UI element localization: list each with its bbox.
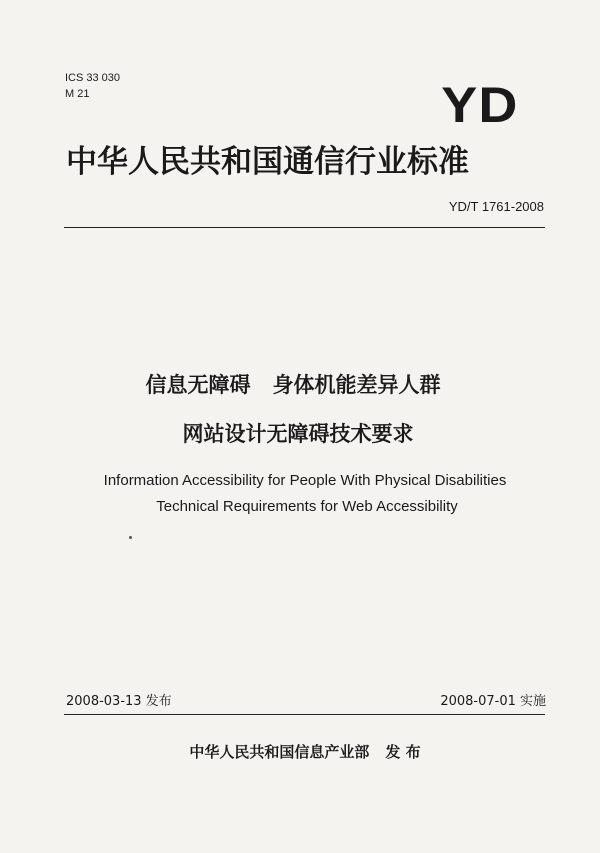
chinese-title-line-2: 网站设计无障碍技术要求 [182,422,414,446]
publisher-name: 中华人民共和国信息产业部 [189,743,370,761]
standard-number: YD/T 1761-2008 [448,199,544,214]
publish-action: 发 布 [385,743,421,761]
chinese-title-line-1: 信息无障碍 身体机能差异人群 [145,373,441,397]
implementation-date: 2008-07-01 实施 [440,694,546,709]
scan-speck [129,536,132,539]
issue-date: 2008-03-13 发布 [66,694,172,709]
bottom-divider [64,714,545,715]
standard-type-title: 中华人民共和国通信行业标准 [66,144,469,180]
top-divider [64,227,545,228]
english-title-line-1: Information Accessibility for People With Physical Disabilities [103,472,507,489]
standard-mark-logo: YD [440,77,518,133]
english-title-line-2: Technical Requirements for Web Accessibility [156,498,458,515]
ics-code: ICS 33 030 [65,72,121,84]
publisher-block [0,743,600,761]
ccs-code: M 21 [65,88,90,100]
